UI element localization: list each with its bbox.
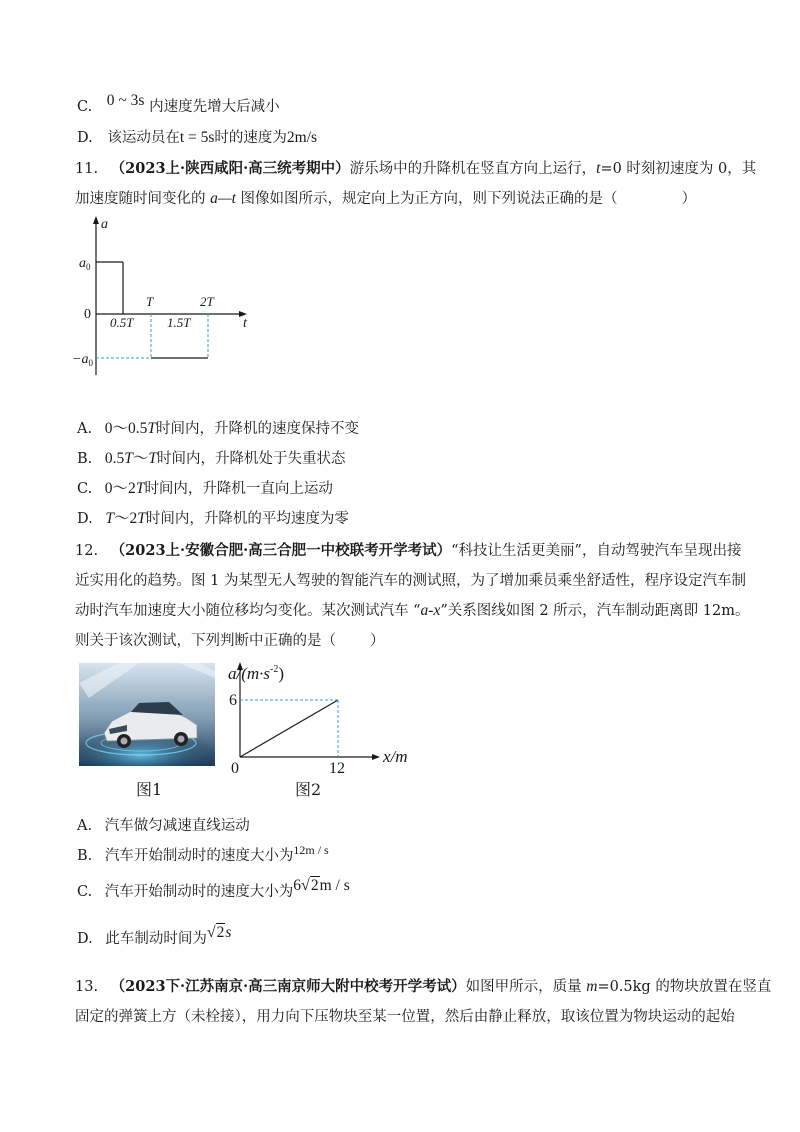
stem-text: 图像如图所示，规定向上为正方向，则下列说法正确的是（ — [235, 191, 618, 207]
sqrt-icon: √2 — [301, 877, 319, 894]
option-text: 时的速度为 — [214, 130, 287, 146]
stem-text: =0.5kg 的物块放置在竖直 — [597, 979, 772, 995]
option-label: B. — [77, 451, 93, 467]
stem-text: 加速度随时间变化的 — [75, 191, 211, 207]
question-number: 11. — [75, 161, 99, 177]
car-photo-icon — [79, 663, 215, 766]
option-text: 汽车做匀减速直线运动 — [104, 818, 250, 834]
option-label: C. — [77, 481, 93, 497]
option-text: 时间内，升降机的平均速度为零 — [145, 511, 349, 527]
option-math: ～2 — [113, 510, 138, 527]
q12-stem-line4 — [75, 631, 385, 651]
option-text: 时间内，升降机的速度保持不变 — [155, 421, 359, 437]
option-math: 2m/s — [286, 129, 318, 146]
stem-text: ”关系图线如图 2 所示，汽车制动距离即 12m。 — [440, 603, 750, 619]
option-math — [207, 924, 232, 941]
option-math: 0～0.5 — [104, 420, 148, 437]
a-x-graph — [226, 655, 426, 780]
option-math: ～ — [132, 450, 149, 467]
stem-text: ） — [370, 633, 385, 649]
sqrt-icon: √2 — [206, 924, 225, 941]
q11-stem-line1 — [75, 159, 756, 179]
option-text: 时间内，升降机处于失重状态 — [157, 451, 346, 467]
q10-option-c — [77, 92, 280, 117]
option-text: 此车制动时间为 — [105, 931, 207, 947]
stem-text: 则关于该次测试，下列判断中正确的是（ — [75, 633, 336, 649]
question-source: （2023上·安徽合肥·高三合肥一中校联考开学考试） — [110, 542, 452, 559]
option-label: D. — [77, 130, 93, 146]
q12-option-a — [77, 816, 250, 836]
stem-math: m — [586, 978, 598, 995]
option-text: 内速度先增大后减小 — [149, 99, 280, 115]
option-text: 该运动员在 — [107, 130, 180, 146]
option-label: C. — [77, 99, 93, 115]
q13-stem-line1 — [75, 977, 771, 997]
option-math: t = 5s — [179, 129, 215, 146]
origin-label: 0 — [231, 760, 239, 777]
option-math: T — [148, 450, 158, 467]
stem-text: 游乐场中的升降机在竖直方向上运行， — [349, 161, 597, 177]
option-math: 0～2 — [104, 480, 136, 497]
option-text: 时间内，升降机一直向上运动 — [144, 481, 333, 497]
option-text: 汽车开始制动时的速度大小为 — [104, 884, 294, 900]
q12-stem-line2 — [75, 571, 746, 591]
x-tick-12: 12 — [329, 760, 345, 777]
stem-math: a-x — [420, 602, 441, 619]
option-math: T — [147, 420, 156, 437]
tick-T: T — [146, 294, 154, 309]
option-math: 12m / s — [293, 843, 329, 857]
stem-text: 如图甲所示，质量 — [465, 979, 587, 995]
a0-label: $a_0$ — [79, 256, 91, 272]
y-axis-label: a — [101, 217, 108, 232]
q12-option-d — [77, 924, 232, 949]
option-label: A. — [77, 818, 93, 834]
math-unit: m / s — [319, 877, 350, 894]
option-label: B. — [77, 848, 93, 864]
x-axis-label: x/m — [383, 747, 408, 766]
radicand: 2 — [216, 924, 225, 941]
q11-option-b — [77, 449, 346, 469]
q10-option-d — [77, 128, 317, 148]
option-math: T — [124, 450, 133, 467]
q11-stem-line2 — [75, 189, 696, 209]
option-math: 0.5 — [104, 450, 125, 467]
option-text: 汽车开始制动时的速度大小为 — [104, 848, 294, 864]
q12-stem-line3 — [75, 601, 750, 621]
neg-a0-label: $-a_0$ — [72, 352, 93, 368]
y-axis-arrow-icon — [93, 216, 99, 224]
question-number: 13. — [75, 979, 99, 995]
option-label: C. — [77, 884, 93, 900]
y-tick-6: 6 — [229, 692, 237, 709]
option-label: D. — [77, 511, 93, 527]
stem-text: 近实用化的趋势。图 1 为某型无人驾驶的智能汽车的测试照，为了增加乘员乘坐舒适性，程序设定汽车制 — [75, 573, 746, 589]
tick-15T: 1.5T — [167, 315, 191, 330]
option-math: T — [137, 510, 146, 527]
y-axis-label: $a/(m\cdot s^{-2})$ — [228, 664, 285, 683]
option-label: D. — [77, 931, 93, 947]
q13-stem-line2 — [75, 1007, 735, 1027]
x-axis-label: t — [243, 316, 247, 331]
stem-math: t — [596, 160, 601, 177]
radicand: 2 — [310, 877, 319, 894]
q11-option-d — [77, 509, 349, 529]
question-source: （2023上·陕西咸阳·高三统考期中） — [110, 160, 350, 177]
option-math: T — [135, 480, 145, 497]
q11-option-c — [77, 479, 333, 499]
tick-05T: 0.5T — [110, 315, 134, 330]
tick-2T: 2T — [200, 294, 214, 309]
figure2-caption: 图2 — [295, 780, 322, 799]
figure1-caption: 图1 — [136, 780, 163, 799]
a-t-graph — [70, 210, 260, 395]
option-math: 0 ~ 3s — [106, 92, 145, 109]
stem-text: 动时汽车加速度大小随位移均匀变化。某次测试汽车 “ — [75, 603, 421, 619]
a-x-line — [240, 700, 338, 757]
q11-option-a — [77, 419, 359, 439]
math-coef: 6 — [293, 877, 302, 894]
stem-text: =0 时刻初速度为 0，其 — [600, 161, 757, 177]
x-axis-arrow-icon — [372, 754, 380, 760]
stem-text: “科技让生活更美丽”，自动驾驶汽车呈现出接 — [451, 543, 742, 559]
q12-option-c — [77, 877, 350, 902]
origin-label: 0 — [84, 307, 91, 322]
q12-option-b — [77, 843, 329, 866]
question-number: 12. — [75, 543, 99, 559]
option-math — [293, 877, 349, 894]
stem-text: ） — [681, 191, 697, 207]
stem-text: 固定的弹簧上方（未栓接），用力向下压物块至某一位置，然后由静止释放，取该位置为物块运动的起始 — [75, 1009, 735, 1025]
question-source: （2023下·江苏南京·高三南京师大附中校考开学考试） — [110, 978, 466, 995]
q12-stem-line1 — [75, 541, 741, 561]
stem-math: a—t — [210, 190, 236, 207]
option-label: A. — [77, 421, 93, 437]
option-math: T — [105, 510, 114, 527]
math-unit: s — [225, 924, 232, 941]
